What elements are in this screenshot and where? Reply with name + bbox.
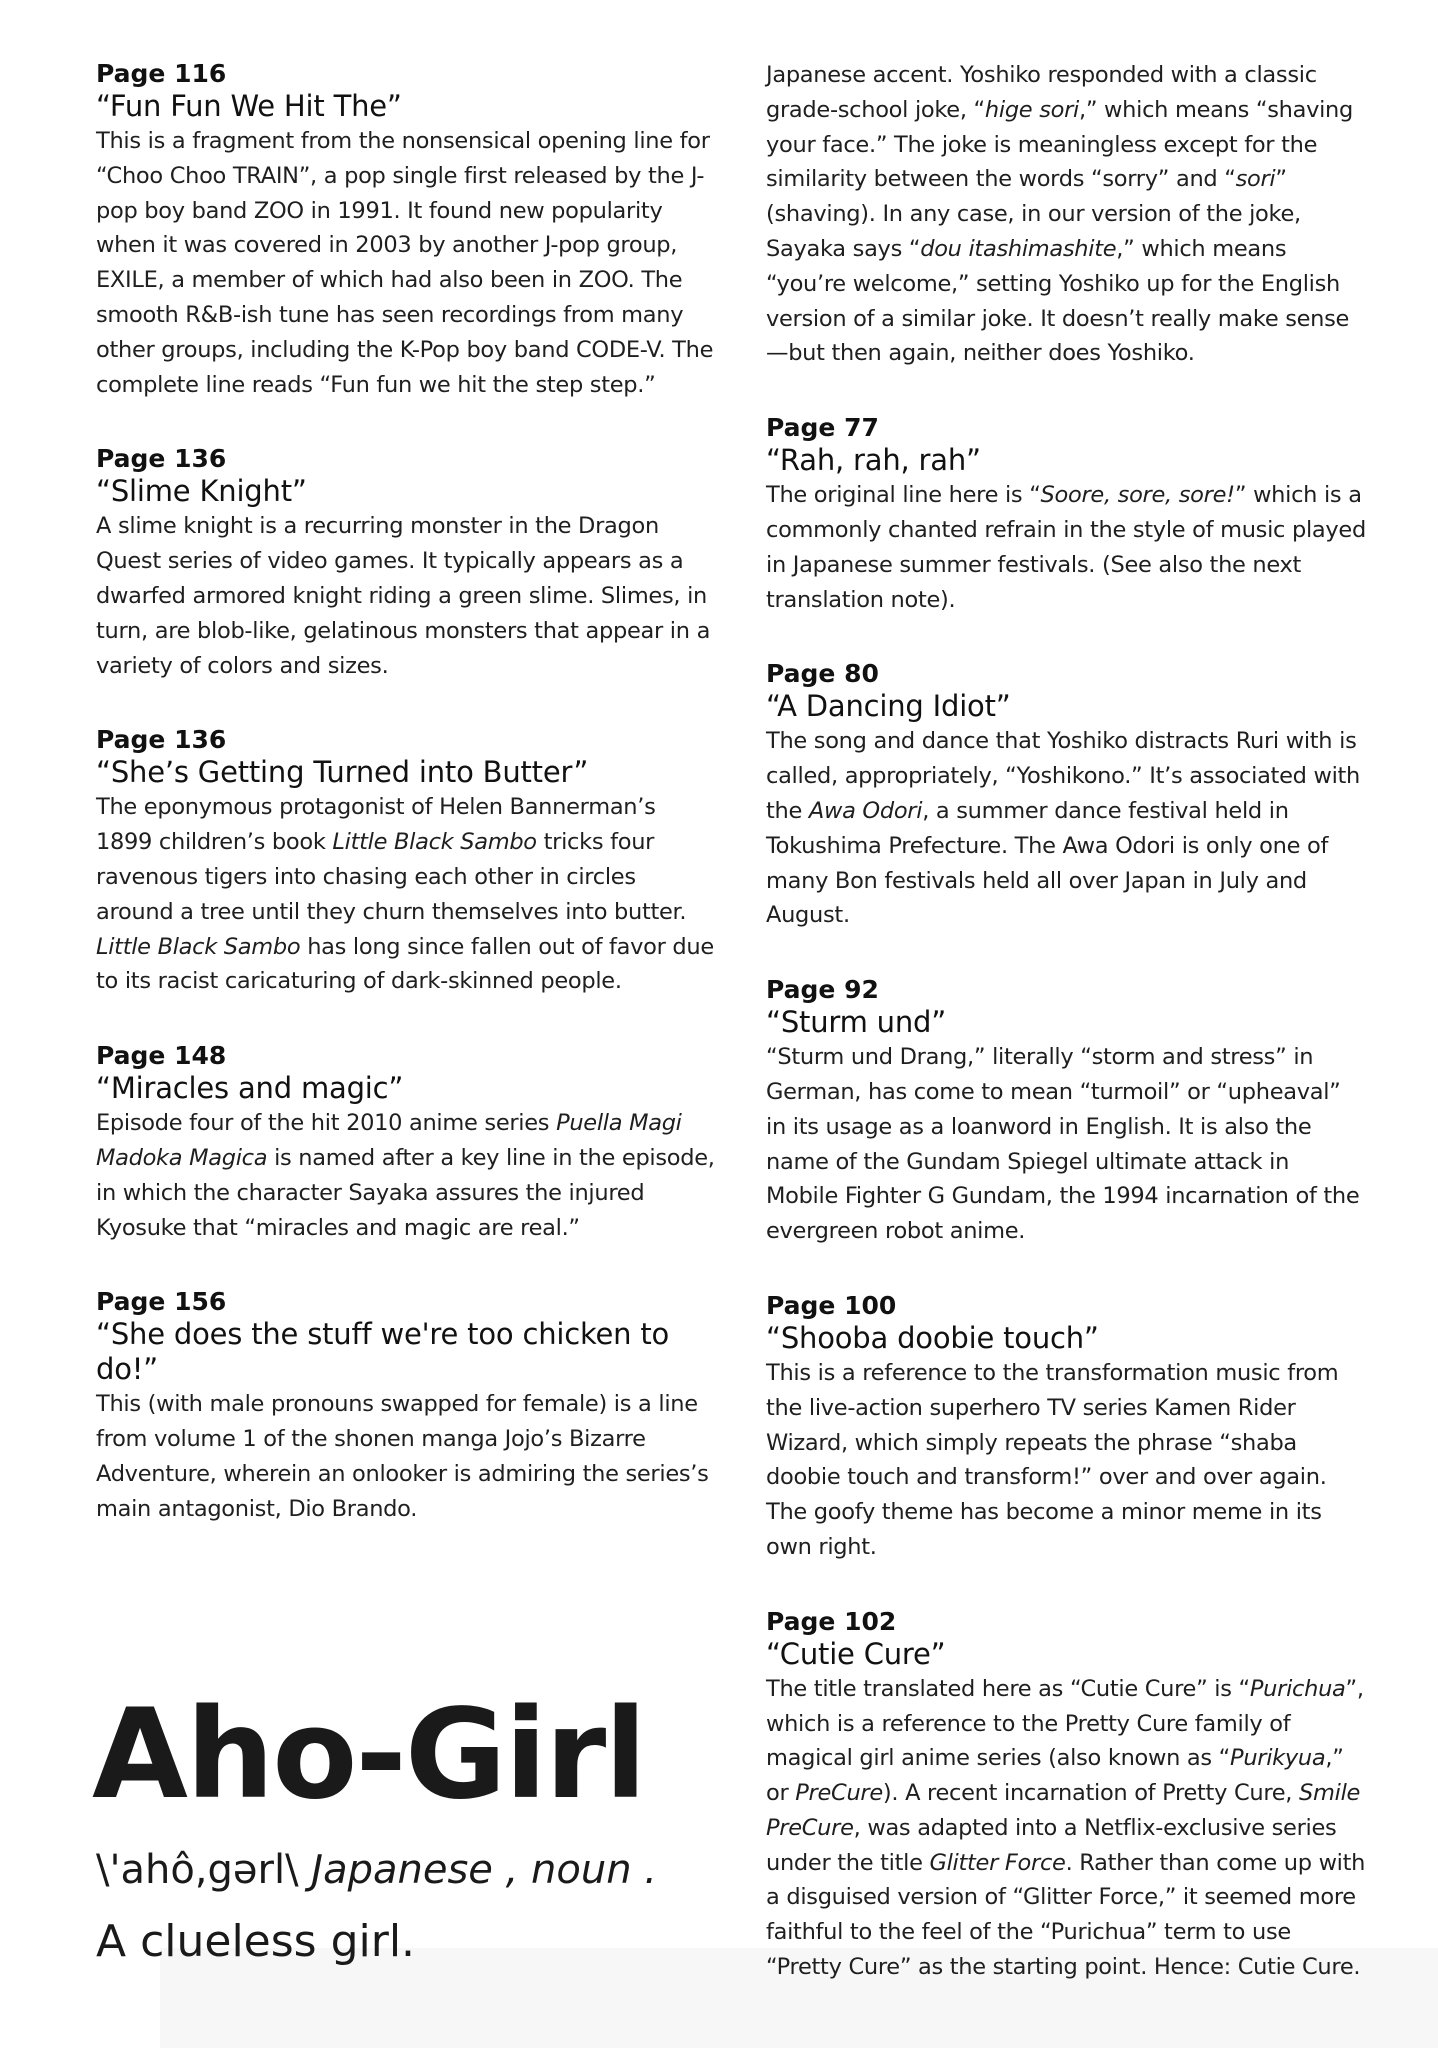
note-body: “Sturm und Drang,” literally “storm and stress” in German, has come to mean “turmoil” or “upheaval” in its usage as a loanword in English. It is also the name of the Gundam Spiegel ultimate attack in Mobile Fighter G Gundam, the 1994 incarnation of the evergreen robot anime.	[766, 1044, 1360, 1245]
body-text: , a summer dance festival held in Tokushima Prefecture. The Awa Odori is only one of many Bon festivals held all over Japan in July and August.	[766, 797, 1329, 929]
translation-note	[766, 658, 1366, 933]
note-page-number: Page 92	[766, 975, 879, 1005]
translation-note	[96, 443, 716, 683]
dictionary-headword: Aho-Girl	[92, 1683, 645, 1827]
body-text: has long since fallen out of favor due to its racist caricaturing of dark-skinned people.	[96, 933, 714, 995]
book-title: Little Black Sambo	[96, 933, 301, 960]
note-title: “Fun Fun We Hit The”	[96, 89, 402, 123]
pronunciation-line	[96, 1845, 657, 1895]
japanese-term: Purikyua	[1230, 1745, 1326, 1772]
body-text: The eponymous protagonist of Helen Bannerman’s 1899 children’s book	[96, 794, 656, 856]
series-title: Smile PreCure	[766, 1780, 1361, 1841]
japanese-term: hige sori	[984, 96, 1079, 123]
japanese-term: Purichua	[1249, 1675, 1346, 1702]
right-column	[766, 58, 1366, 2026]
body-text: ,” or	[766, 1745, 1344, 1807]
translation-note	[96, 1286, 716, 1526]
body-text: Japanese accent. Yoshiko responded with a classic grade-school joke, “	[766, 62, 1317, 123]
note-page-number: Page 100	[766, 1290, 897, 1320]
note-body	[766, 724, 1366, 933]
translation-note	[96, 58, 716, 402]
note-body: A slime knight is a recurring monster in the Dragon Quest series of video games. It typically appears as a dwarfed armored knight riding a green slime. Slimes, in turn, are blob-like, gelatinous monsters that appear in a variety of colors and sizes.	[96, 513, 711, 679]
note-page-number: Page 80	[766, 659, 879, 689]
note-title: “Rah, rah, rah”	[766, 443, 981, 478]
note-body	[766, 478, 1366, 617]
note-title: “Sturm und”	[766, 1005, 947, 1040]
body-text: The song and dance that Yoshiko distracts Ruri with is called, appropriately, “Yoshikono.” It’s associated with the	[766, 728, 1360, 824]
note-title: “Miracles and magic”	[96, 1071, 404, 1106]
note-body: This is a reference to the transformation music from the live-action superhero TV series Kamen Rider Wizard, which simply repeats the phrase “shaba doobie touch and transform!” over and over again. The goofy theme has become a minor meme in its own right.	[766, 1359, 1339, 1560]
note-title: “She does the stuff we're too chicken to do!”	[96, 1317, 670, 1387]
series-title: PreCure	[795, 1780, 883, 1807]
part-of-speech: Japanese , noun .	[311, 1847, 658, 1893]
series-title: Glitter Force	[929, 1849, 1066, 1876]
body-text: is named after a key line in the episode, in which the character Sayaka assures the injured Kyosuke that “miracles and magic are real.”	[96, 1144, 715, 1241]
body-text: ,” which means “shaving your face.” The joke is meaningless except for the similarity between the words “sorry” and “	[766, 96, 1353, 193]
japanese-term: Awa Odori	[808, 797, 923, 824]
japanese-term: sori	[1235, 166, 1276, 193]
note-page-number: Page 148	[96, 1041, 227, 1071]
translation-note	[766, 1606, 1366, 1985]
note-title: “Cutie Cure”	[766, 1636, 946, 1671]
note-body	[766, 1672, 1366, 1985]
translation-note	[766, 412, 1366, 617]
note-page-number: Page 102	[766, 1606, 897, 1636]
pronunciation: \'ahô,gərl\	[96, 1847, 299, 1893]
japanese-term: Soore, sore, sore!	[1040, 482, 1235, 509]
note-body	[766, 58, 1366, 371]
translation-note	[96, 724, 716, 999]
body-text: The original line here is “	[766, 482, 1041, 509]
note-page-number: Page 136	[96, 725, 227, 755]
body-text: The title translated here as “Cutie Cure” is “	[766, 1675, 1250, 1702]
body-text: ). A recent incarnation of Pretty Cure,	[882, 1780, 1300, 1807]
translation-note	[766, 1290, 1366, 1565]
note-title: “She’s Getting Turned into Butter”	[96, 755, 589, 790]
note-body: This is a fragment from the nonsensical opening line for “Choo Choo TRAIN”, a pop single first released by the J-pop boy band ZOO in 1991. It found new popularity when it was covered in 2003 by another J-pop group, EXILE, a member of which had also been in ZOO. The smooth R&B-ish tune has seen recordings from many other groups, including the K-Pop boy band CODE-V. The complete line reads “Fun fun we hit the step step.”	[96, 128, 714, 398]
definition: A clueless girl.	[96, 1916, 416, 1967]
body-text: Episode four of the hit 2010 anime series	[96, 1110, 557, 1137]
book-title: Little Black Sambo	[332, 829, 537, 856]
body-text: ,” which means “you’re welcome,” setting Yoshiko up for the English version of a similar joke. It doesn’t really make sense—but then again, neither does Yoshiko.	[766, 235, 1350, 367]
note-page-number: Page 77	[766, 413, 879, 443]
note-title: “Slime Knight”	[96, 474, 307, 509]
note-title: “Shooba doobie touch”	[766, 1320, 1099, 1355]
note-page-number: Page 136	[96, 444, 227, 474]
translation-note	[96, 1040, 716, 1245]
note-body	[96, 1106, 716, 1245]
note-page-number: Page 156	[96, 1287, 227, 1317]
note-body	[96, 790, 716, 999]
body-text: . Rather than come up with a disguised version of “Glitter Force,” it seemed more faithful to the feel of the “Purichua” term to use “Pretty Cure” as the starting point. Hence: Cutie Cure.	[766, 1849, 1366, 1981]
body-text: ” (shaving). In any case, in our version of the joke, Sayaka says “	[766, 166, 1301, 262]
body-text: ”, which is a reference to the Pretty Cure family of magical girl anime series (also known as “	[766, 1675, 1364, 1772]
left-column	[96, 58, 716, 1568]
continued-note	[766, 58, 1366, 371]
note-body: This (with male pronouns swapped for female) is a line from volume 1 of the shonen manga Jojo’s Bizarre Adventure, wherein an onlooker is admiring the series’s main antagonist, Dio Brando.	[96, 1391, 709, 1522]
series-title: Puella Magi Madoka Magica	[96, 1110, 682, 1171]
note-title: “A Dancing Idiot”	[766, 689, 1011, 724]
note-page-number: Page 116	[96, 59, 227, 88]
body-text: ” which is a commonly chanted refrain in the style of music played in Japanese summer festivals. (See also the next translation note).	[766, 482, 1366, 613]
body-text: , was adapted into a Netflix-exclusive series under the title	[766, 1814, 1337, 1876]
japanese-term: dou itashimashite	[920, 235, 1117, 262]
body-text: tricks four ravenous tigers into chasing each other in circles around a tree until they churn themselves into butter.	[96, 829, 687, 925]
translation-note	[766, 974, 1366, 1249]
